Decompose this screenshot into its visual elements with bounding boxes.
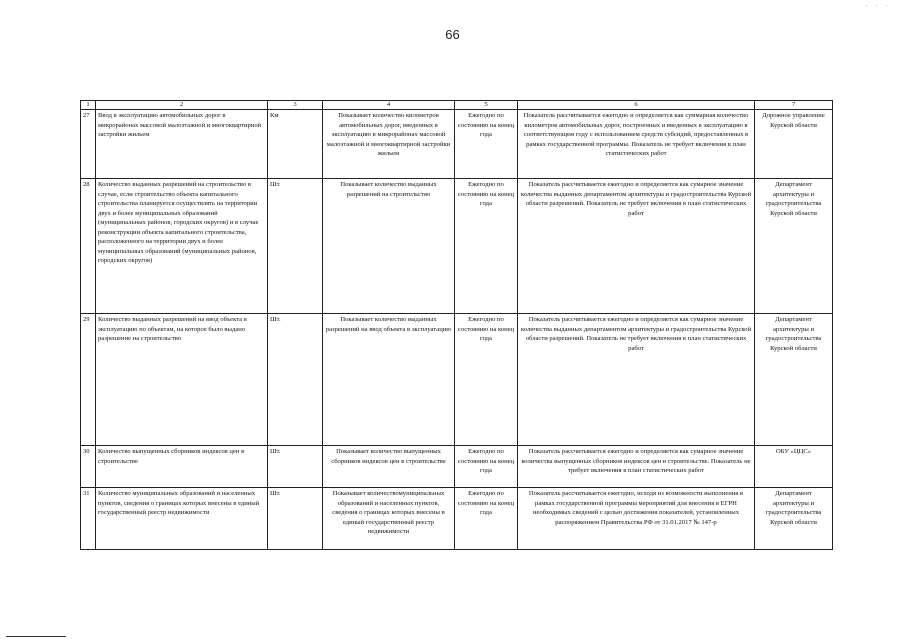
indicator-name: Количество выданных разрешений на строительство в случае, если строительство объекта капитального строительства планируется осуществлять на территории двух и более муниципальных образований (муниципальных районов, городских округов) и в случае реконструкции объекта капитального строительства, расположенного на территории двух и более муниципальных образований (муниципальных районов, городских округов): [96, 179, 268, 314]
unit-of-measure: Шт.: [268, 488, 323, 550]
responsible-body: ОБУ «ЦЦС»: [755, 446, 833, 488]
header-cell-7: 7: [755, 101, 833, 110]
unit-of-measure: Км: [268, 110, 323, 179]
reporting-period: Ежегодно по состоянию на конец года: [455, 446, 518, 488]
calculation-method: Показатель рассчитывается ежегодно и определяется как сумарное значение количества выпущенных сборников индексов цен в строительстве. Показатель не требует включения в план статистических работ: [518, 446, 755, 488]
row-number: 27: [81, 110, 96, 179]
reporting-period: Ежегодно по состоянию на конец года: [455, 314, 518, 446]
calculation-method: Показатель рассчитывается ежегодно и определяется как сумарное значение количества выданных департаментом архитектуры и градостроительства Курской области разрешений. Показатель не требует включения в план статистических работ: [518, 179, 755, 314]
header-cell-5: 5: [455, 101, 518, 110]
indicator-name: Ввод в эксплуатацию автомобильных дорог в микрорайонах массовой малоэтажной и многоквартирной застройки жильем: [96, 110, 268, 179]
responsible-body: Департамент архитектуры и градостроительства Курской области: [755, 488, 833, 550]
row-number: 31: [81, 488, 96, 550]
calculation-method: Показатель рассчитывается ежегодно и определяется как сумарное значение количества выданных департаментом архитектуры и градостроительства Курской области разрешений. Показатель не требует включения в план статистических работ: [518, 314, 755, 446]
calculation-method: Показатель рассчитывается ежегодно и определяется как суммарная количество километров автомобильных дорог, построенных и введенных в эксплуатацию в соответствующем году с использованием средств субсидий, предоставленных в рамках государственной программы. Показатель не требует включения в план статистических работ: [518, 110, 755, 179]
table-row: [81, 446, 833, 488]
indicator-description: Показывает количествомуниципальных образований и населенных пунктов, сведения о границах которых внесены в единый государственный реестр недвижимости: [323, 488, 455, 550]
header-cell-6: 6: [518, 101, 755, 110]
indicator-description: Показывает количество выпущенных сборников индексов цен в строительстве: [323, 446, 455, 488]
calculation-method: Показатель рассчитывается ежегодно, исходя из возможности выполнения в рамках государственной программы мероприятий для внесения в ЕГРН необходимых сведений с целью достижения показателей, установленных распоряжением Правительства РФ от 31.01.2017 № 147-р: [518, 488, 755, 550]
row-number: 28: [81, 179, 96, 314]
indicator-description: Показывает количество километров автомобильных дорог, введенных в эксплуатацию в микрорайонах массовой малоэтажной и многоквартирной застройки жильем: [323, 110, 455, 179]
unit-of-measure: Шт.: [268, 446, 323, 488]
responsible-body: Дорожное управление Курской области: [755, 110, 833, 179]
row-number: 29: [81, 314, 96, 446]
indicator-name: Количество выданных разрешений на ввод объекта в эксплуатацию по объектам, на которое было выдано разрешение на строительство: [96, 314, 268, 446]
indicator-name: Количество выпущенных сборников индексов цен в строительстве: [96, 446, 268, 488]
reporting-period: Ежегодно по состоянию на конец года: [455, 179, 518, 314]
unit-of-measure: Шт.: [268, 179, 323, 314]
table-row: [81, 314, 833, 446]
table-row: [81, 179, 833, 314]
header-cell-1: 1: [81, 101, 96, 110]
indicators-table: [80, 100, 833, 550]
header-cell-4: 4: [323, 101, 455, 110]
corner-marks: · · ·: [865, 2, 891, 10]
indicator-description: Показывает количество выданных разрешений на строительство: [323, 179, 455, 314]
unit-of-measure: Шт.: [268, 314, 323, 446]
reporting-period: Ежегодно по состоянию на конец года: [455, 110, 518, 179]
indicator-description: Показывает количество выданных разрешений на ввод объекта в эксплуатацию: [323, 314, 455, 446]
column-number-row: [81, 101, 833, 110]
table-row: [81, 110, 833, 179]
header-cell-2: 2: [96, 101, 268, 110]
header-cell-3: 3: [268, 101, 323, 110]
table-row: [81, 488, 833, 550]
row-number: 30: [81, 446, 96, 488]
page-number: 66: [445, 27, 460, 42]
bottom-rule: [6, 636, 66, 637]
responsible-body: Департамент архитектуры и градостроительства Курской области: [755, 179, 833, 314]
responsible-body: Департамент архитектуры и градостроительства Курской области: [755, 314, 833, 446]
reporting-period: Ежегодно по состоянию на конец года: [455, 488, 518, 550]
indicator-name: Количество муниципальных образований и населенных пунктов, сведения о границах которых внесены в единый государственный реестр недвижимости: [96, 488, 268, 550]
